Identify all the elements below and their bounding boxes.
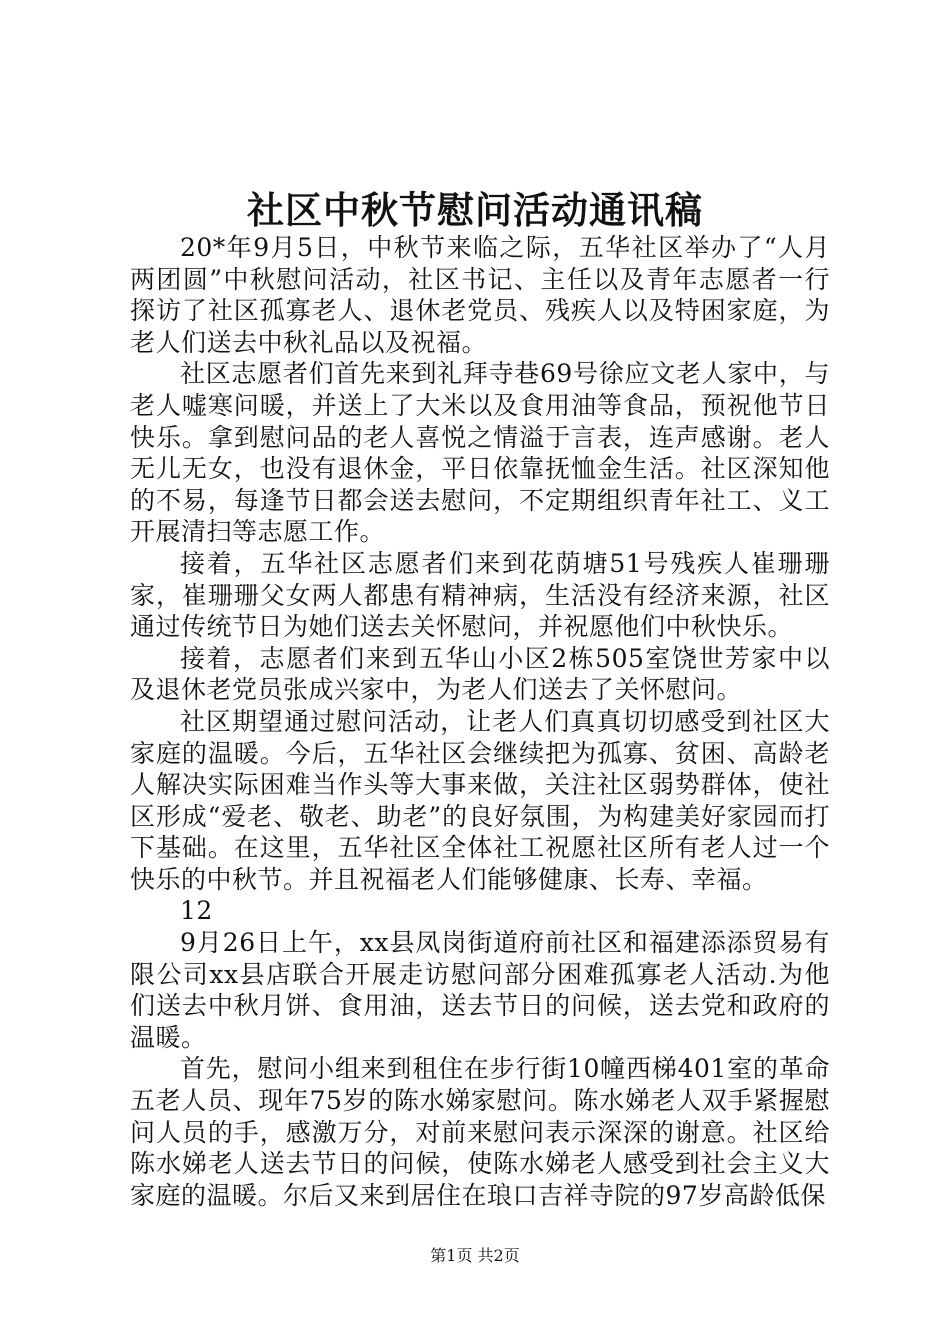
- paragraph: 20*年9月5日，中秋节来临之际，五华社区举办了“人月两团圆”中秋慰问活动，社区书记、主任以及青年志愿者一行探访了社区孤寡老人、退休老党员、残疾人以及特困家庭，为老人们送去中秋礼品以及祝福。: [130, 233, 830, 357]
- document-body: [130, 232, 830, 1211]
- paragraph: 12: [180, 896, 213, 926]
- paragraph: 社区期望通过慰问活动，让老人们真真切切感受到社区大家庭的温暖。今后，五华社区会继续把为孤寡、贫困、高龄老人解决实际困难当作头等大事来做，关注社区弱势群体，使社区形成“爱老、敬老、助老”的良好氛围，为构建美好家园而打下基础。在这里，五华社区全体社工祝愿社区所有老人过一个快乐的中秋节。并且祝福老人们能够健康、长寿、幸福。: [130, 706, 830, 894]
- paragraph: 社区志愿者们首先来到礼拜寺巷69号徐应文老人家中，与老人嘘寒问暖，并送上了大米以及食用油等食品，预祝他节日快乐。拿到慰问品的老人喜悦之情溢于言表，连声感谢。老人无儿无女，也没有退休金，平日依靠抚恤金生活。社区深知他的不易，每逢节日都会送去慰问，不定期组织青年社工、义工开展清扫等志愿工作。: [130, 359, 830, 547]
- paragraph: 接着，五华社区志愿者们来到花荫塘51号残疾人崔珊珊家，崔珊珊父女两人都患有精神病，生活没有经济来源，社区通过传统节日为她们送去关怀慰问，并祝愿他们中秋快乐。: [130, 548, 830, 642]
- paragraph: 接着，志愿者们来到五华山小区2栋505室饶世芳家中以及退休老党员张成兴家中，为老人们送去了关怀慰问。: [130, 643, 830, 705]
- page-number-footer: 第1页 共2页: [430, 1246, 520, 1265]
- document-title: 社区中秋节慰问活动通讯稿: [247, 188, 703, 232]
- paragraph: 首先，慰问小组来到租住在步行街10幢西梯401室的革命五老人员、现年75岁的陈水娣家慰问。陈水娣老人双手紧握慰问人员的手，感激万分，对前来慰问表示深深的谢意。社区给陈水娣老人送去节日的问候，使陈水娣老人感受到社会主义大家庭的温暖。尔后又来到居住在琅口吉祥寺院的97岁高龄低保: [130, 1054, 830, 1210]
- paragraph: 9月26日上午，xx县凤岗街道府前社区和福建添添贸易有限公司xx县店联合开展走访慰问部分困难孤寡老人活动.为他们送去中秋月饼、食用油，送去节日的问候，送去党和政府的温暖。: [130, 928, 830, 1052]
